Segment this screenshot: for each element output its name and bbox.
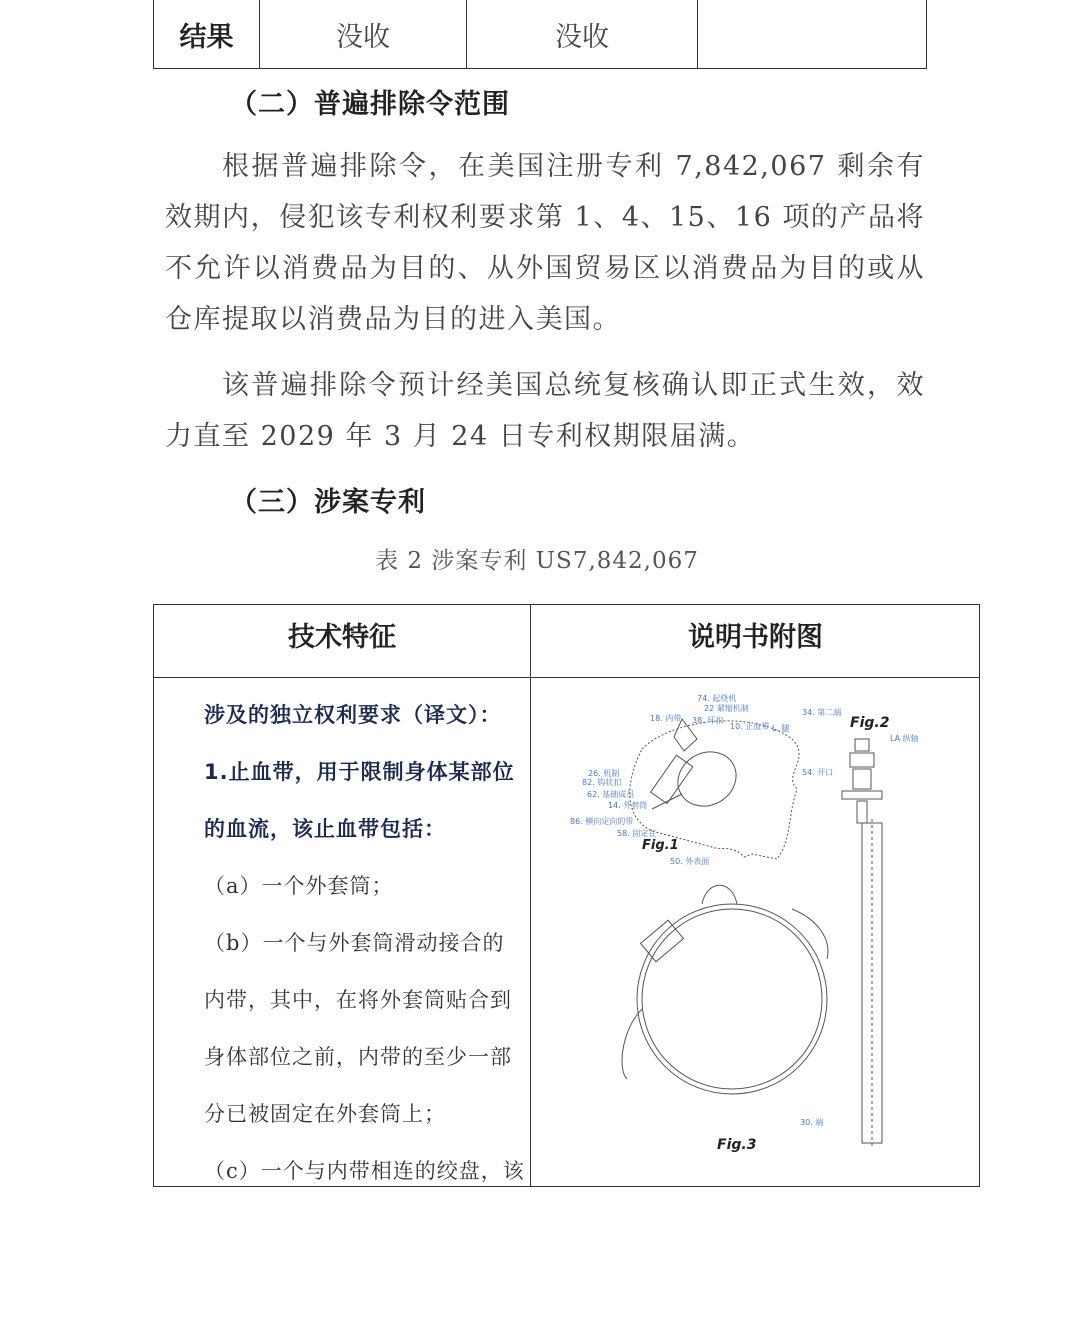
fig3-title: Fig.3 bbox=[717, 1137, 757, 1153]
result-value-1: 没收 bbox=[260, 0, 467, 69]
section3-heading: （三）涉案专利 bbox=[230, 487, 426, 518]
label-54: 54. 开口 bbox=[802, 768, 834, 777]
table-caption: 表 2 涉案专利 US7,842,067 bbox=[375, 548, 699, 574]
label-L: L. 腿 bbox=[772, 724, 790, 733]
label-34: 34. 第二端 bbox=[802, 708, 842, 717]
label-74: 74. 起绕机 bbox=[697, 694, 737, 703]
claim-element-b-line-1: （b）一个与外套筒滑动接合的 bbox=[204, 931, 505, 955]
patent-table bbox=[153, 604, 980, 1187]
result-label: 结果 bbox=[154, 0, 260, 69]
claims-intro: 涉及的独立权利要求（译文）： bbox=[204, 703, 502, 727]
claim-element-b-line-2: 内带，其中，在将外套筒贴合到 bbox=[204, 988, 512, 1012]
result-value-2: 没收 bbox=[467, 0, 698, 69]
label-62: 62. 基础成员 bbox=[587, 790, 635, 799]
claim-element-b-line-3: 身体部位之前，内带的至少一部 bbox=[204, 1045, 512, 1069]
label-82: 82. 钩状扣 bbox=[582, 778, 622, 787]
label-86: 86. 横向定向的带 bbox=[570, 817, 634, 826]
label-58: 58. 固定在 bbox=[617, 829, 657, 838]
claim-1-line-2: 的血流，该止血带包括： bbox=[204, 817, 446, 841]
label-14: 14. 外套筒 bbox=[608, 801, 648, 810]
label-18: 18. 内带 bbox=[650, 714, 682, 723]
result-value-3 bbox=[698, 0, 927, 69]
claim-element-c-line-1: （c）一个与内带相连的绞盘，该 bbox=[204, 1159, 525, 1183]
fig1-title: Fig.1 bbox=[642, 838, 679, 853]
label-30: 30. 端 bbox=[800, 1118, 824, 1127]
fig2-drawing bbox=[842, 739, 882, 1149]
result-table bbox=[153, 0, 927, 69]
claim-element-a: （a）一个外套筒； bbox=[204, 874, 394, 898]
tourniquet-drawing-svg bbox=[532, 679, 978, 1185]
claims-text bbox=[204, 687, 524, 1200]
header-drawings: 说明书附图 bbox=[688, 622, 823, 653]
claim-1-line-1: 1.止血带，用于限制身体某部位 bbox=[204, 760, 515, 784]
fig3-drawing bbox=[622, 885, 828, 1094]
section2-paragraph-1: 根据普遍排除令，在美国注册专利 7,842,067 剩余有效期内，侵犯该专利权利要求第 1、4、15、16 项的产品将不允许以消费品为目的、从外国贸易区以消费品为目的或从仓库提取以消费品为目的进入美国。 bbox=[165, 151, 925, 335]
label-22: 22 紧缩机制 bbox=[704, 704, 749, 713]
label-26: 26. 机制 bbox=[588, 769, 620, 778]
fig2-title: Fig.2 bbox=[850, 715, 890, 731]
label-10: 10. 止血带 bbox=[730, 722, 770, 731]
claim-element-b-line-4: 分已被固定在外套筒上； bbox=[204, 1102, 446, 1126]
section2-paragraph-2: 该普遍排除令预计经美国总统复核确认即正式生效，效力直至 2029 年 3 月 24 日专利权期限届满。 bbox=[165, 370, 925, 452]
label-LA: LA 纵轴 bbox=[890, 734, 919, 743]
label-50: 50. 外表面 bbox=[670, 857, 710, 866]
section2-heading: （二）普遍排除令范围 bbox=[230, 89, 510, 120]
header-technical-features: 技术特征 bbox=[288, 622, 396, 653]
patent-drawing bbox=[532, 679, 978, 1185]
label-38: 38. 环扣 bbox=[692, 716, 724, 725]
